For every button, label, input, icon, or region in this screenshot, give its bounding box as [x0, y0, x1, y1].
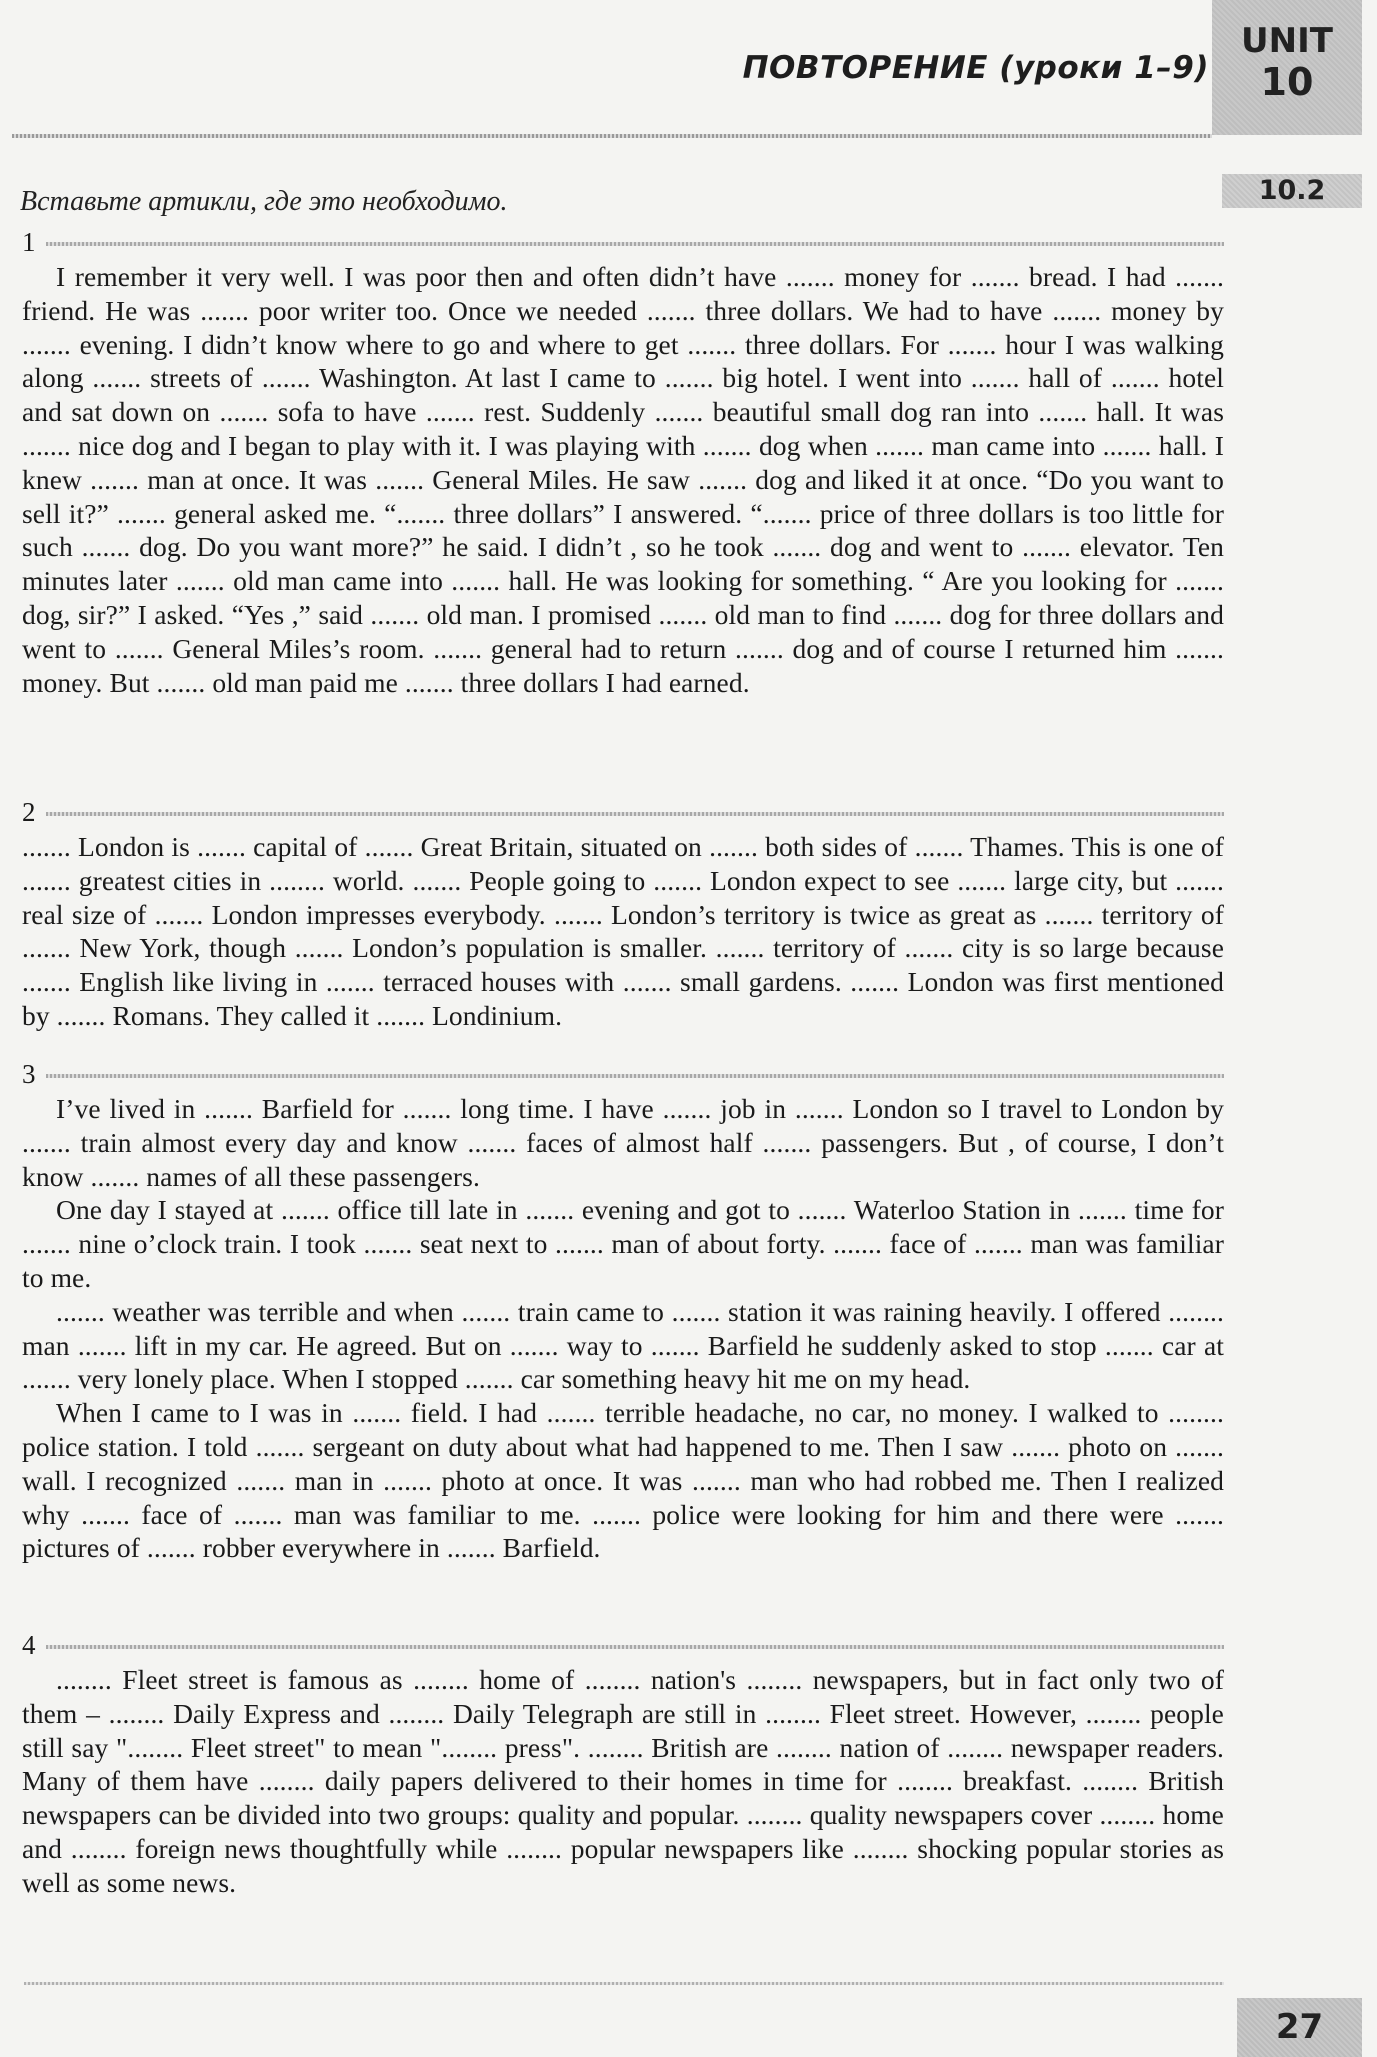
paragraph: When I came to I was in ....... field. I had ....... terrible headache, no car, no money. I walked to ........ police station. I told ....... sergeant on duty about what had happened to me. Then I saw ....... photo on ....... wall. I recognized ....... man in ....... photo at once. It was ....... man who had robbed me. Then I realized why ....... face of ....... man was familiar to me. ....... police were looking for him and there were ....... pictures of ....... robber everywhere in ....... Barfield. [22, 1397, 1224, 1564]
paragraph: One day I stayed at ....... office till late in ....... evening and got to ....... Waterloo Station in ....... time for ....... nine o’clock train. I took ....... seat next to ....... man of about forty. ....... face of ....... man was familiar to me. [22, 1194, 1224, 1293]
section-number: 1 [22, 227, 36, 257]
paragraph: ....... London is ....... capital of ....... Great Britain, situated on ....... both sides of ....... Thames. This is one of ....... greatest cities in ........ world. ....... People going to ....... London expect to see ....... large city, but ....... real size of ....... London impresses everybody. ....... London’s territory is twice as great as ....... territory of ....... New York, though ....... London’s population is smaller. ....... territory of ....... city is so large because ....... English like living in ....... terraced houses with ....... small gardens. ....... London was first mentioned by ....... Romans. They called it ....... Londinium. [22, 831, 1224, 1031]
section-divider [46, 1074, 1224, 1078]
paragraph: ........ Fleet street is famous as ........ home of ........ nation's ........ newspapers, but in fact only two of them – ........ Daily Express and ........ Daily Telegraph are still in ........ Fleet street. However, ........ people still say "........ Fleet street" to mean "........ press". ........ British are ........ nation of ........ newspaper readers. Many of them have ........ daily papers delivered to their homes in time for ........ breakfast. ........ British newspapers can be divided into two groups: quality and popular. ........ quality newspapers cover ........ home and ........ foreign news thoughtfully while ........ popular newspapers like ........ shocking popular stories as well as some news. [22, 1664, 1224, 1898]
page-number: 27 [1237, 1998, 1362, 2057]
section-divider [46, 242, 1224, 246]
page-title: ПОВТОРЕНИЕ (уроки 1–9) [742, 50, 1209, 86]
unit-label: UNIT [1241, 21, 1333, 61]
section-text [22, 1663, 1224, 1900]
section-number: 4 [22, 1630, 36, 1660]
paragraph: I’ve lived in ....... Barfield for ....... long time. I have ....... job in ....... London so I travel to London by ....... train almost every day and know ....... faces of almost half ....... passengers. But , of course, I don’t know ....... names of all these passengers. [22, 1093, 1224, 1192]
exercise-section-2 [22, 797, 1224, 1033]
unit-badge [1212, 0, 1362, 135]
section-text [22, 260, 1224, 699]
section-text [22, 830, 1224, 1033]
exercise-section-4 [22, 1630, 1224, 1900]
section-divider [46, 812, 1224, 816]
exercise-section-1 [22, 227, 1224, 699]
paragraph: ....... weather was terrible and when ....... train came to ....... station it was raining heavily. I offered ........ man ....... lift in my car. He agreed. But on ....... way to ....... Barfield he suddenly asked to stop ....... car at ....... very lonely place. When I stopped ....... car something heavy hit me on my head. [22, 1295, 1224, 1395]
section-divider [46, 1645, 1224, 1649]
footer-divider [24, 1982, 1224, 1985]
exercise-instruction: Вставьте артикли, где это необходимо. [20, 186, 508, 217]
paragraph: I remember it very well. I was poor then and often didn’t have ....... money for ....... bread. I had ....... friend. He was ....... poor writer too. Once we needed ....... three dollars. We had to have ....... money by ....... evening. I didn’t know where to go and where to get ....... three dollars. For ....... hour I was walking along ....... streets of ....... Washington. At last I came to ....... big hotel. I went into ....... hall of ....... hotel and sat down on ....... sofa to have ....... rest. Suddenly ....... beautiful small dog ran into ....... hall. It was ....... nice dog and I began to play with it. I was playing with ....... dog when ....... man came into ....... hall. I knew ....... man at once. It was ....... General Miles. He saw ....... dog and liked it at once. “Do you want to sell it?” ....... general asked me. “....... three dollars” I answered. “....... price of three dollars is too little for such ....... dog. Do you want more?” he said. I didn’t , so he took ....... dog and went to ....... elevator. Ten minutes later ....... old man came into ....... hall. He was looking for something. “ Are you looking for ....... dog, sir?” I asked. “Yes ,” said ....... old man. I promised ....... old man to find ....... dog for three dollars and went to ....... General Miles’s room. ....... general had to return ....... dog and of course I returned him ....... money. But ....... old man paid me ....... three dollars I had earned. [22, 261, 1224, 698]
section-text [22, 1092, 1224, 1565]
section-number: 2 [22, 797, 36, 827]
unit-number: 10 [1260, 60, 1314, 104]
header-divider [12, 134, 1212, 138]
exercise-number: 10.2 [1222, 174, 1362, 208]
section-number: 3 [22, 1059, 36, 1089]
exercise-section-3 [22, 1059, 1224, 1565]
